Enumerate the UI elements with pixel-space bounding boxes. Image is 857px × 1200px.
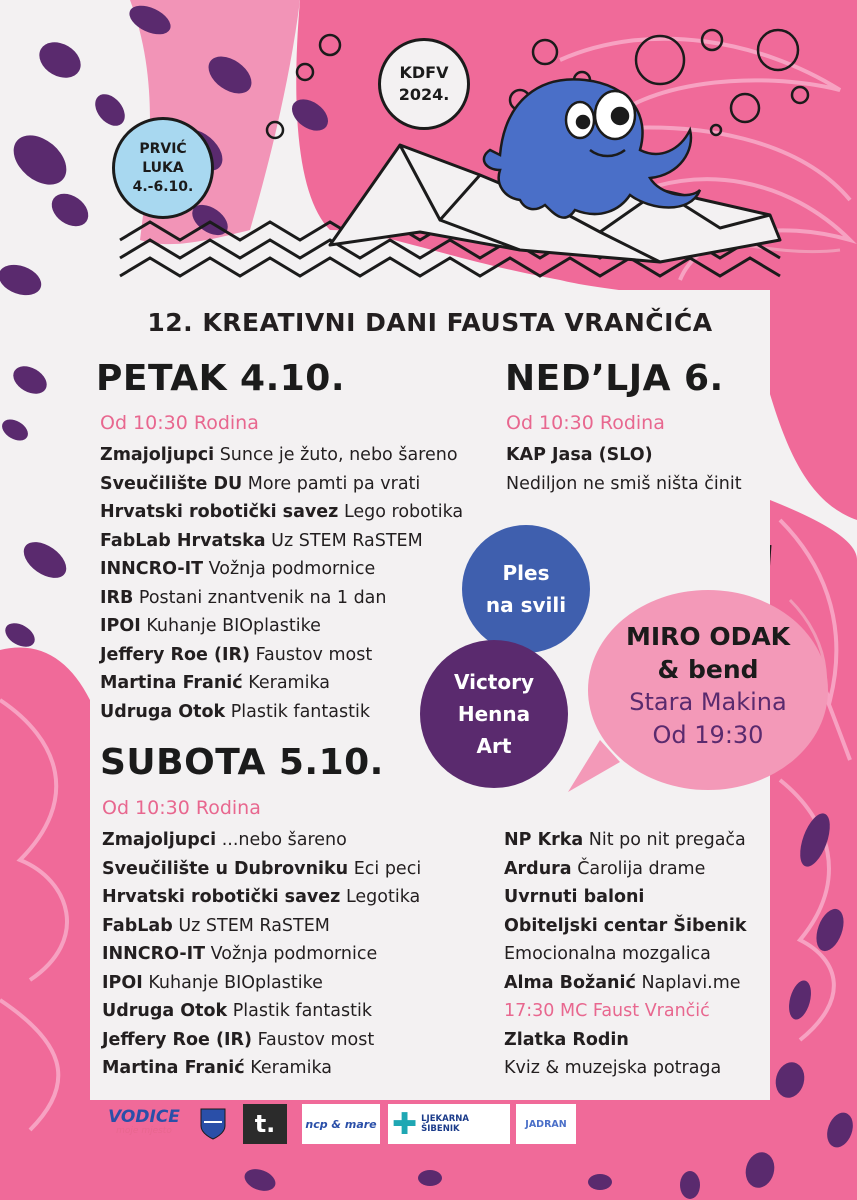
- logo-crest: [198, 1104, 228, 1144]
- henna-line3: Art: [476, 734, 512, 758]
- saturday-item-desc: Faustov most: [257, 1029, 375, 1050]
- saturday-item-name: Martina Franić: [102, 1058, 245, 1078]
- saturday-item-desc: Eci peci: [353, 858, 422, 879]
- year-badge-line2: 2024.: [398, 85, 450, 104]
- saturday-evening-time: 17:30 MC Faust Vrančić: [504, 1001, 710, 1021]
- concert-line1: MIRO ODAK: [625, 622, 791, 651]
- saturday-evening-desc: Kviz & muzejska potraga: [504, 1058, 722, 1078]
- friday-item: [100, 584, 463, 613]
- saturday-item-name: Hrvatski robotički savez: [102, 887, 341, 907]
- saturday-item-name: Zmajoljupci: [102, 830, 217, 850]
- friday-item-desc: Postani znantvenik na 1 dan: [138, 587, 387, 608]
- logo-vodice-text: VODICE: [108, 1107, 180, 1127]
- place-badge-line2: LUKA: [142, 159, 184, 176]
- saturday-item: [102, 969, 421, 998]
- friday-program-list: [100, 441, 463, 726]
- saturday-item-name: Jeffery Roe (IR): [102, 1029, 252, 1050]
- saturday-item-name: Sveučilište u Dubrovniku: [102, 858, 349, 879]
- logo-jadran-text: JADRAN: [525, 1118, 567, 1130]
- henna-line2: Henna: [457, 702, 531, 726]
- friday-item: [100, 498, 463, 527]
- friday-item-desc: Kuhanje BIOplastike: [146, 616, 321, 636]
- saturday-item-desc: Vožnja podmornice: [210, 944, 378, 964]
- saturday-item-name: INNCRO-IT: [102, 944, 206, 964]
- friday-item-desc: Plastik fantastik: [230, 701, 370, 722]
- saturday-item: [102, 940, 421, 969]
- saturday-right-item-1: Ardura Čarolija drame: [504, 858, 706, 879]
- place-badge: [112, 117, 214, 219]
- year-badge: [378, 38, 470, 130]
- friday-item-name: Zmajoljupci: [100, 445, 215, 465]
- friday-item-name: INNCRO-IT: [100, 559, 204, 579]
- friday-item-name: Udruga Otok: [100, 701, 226, 722]
- saturday-right-list: [504, 826, 746, 1083]
- saturday-right-item-3: Obiteljski centar Šibenik: [504, 915, 747, 936]
- logo-t-text: t.: [254, 1110, 276, 1138]
- cross-icon: ✚: [392, 1106, 418, 1142]
- logo-ljekarna-text: LJEKARNA ŠIBENIK: [421, 1114, 469, 1134]
- logo-jadran: [516, 1104, 576, 1144]
- friday-item: [100, 441, 463, 470]
- friday-item-desc: Sunce je žuto, nebo šareno: [219, 445, 458, 465]
- saturday-right-item-0: NP Krka Nit po nit pregača: [504, 830, 746, 850]
- henna-line1: Victory: [453, 670, 535, 694]
- crest-icon: [200, 1108, 226, 1140]
- friday-item: [100, 470, 463, 499]
- saturday-right-item-2: Uvrnuti baloni: [504, 887, 645, 907]
- ples-line1: Ples: [502, 561, 550, 585]
- friday-item: [100, 641, 463, 670]
- friday-item: [100, 527, 463, 556]
- saturday-right-extra: Emocionalna mozgalica: [504, 944, 711, 964]
- saturday-item-desc: Legotika: [345, 887, 421, 907]
- friday-time: Od 10:30 Rodina: [100, 412, 259, 434]
- saturday-item: [102, 855, 421, 884]
- saturday-item: [102, 826, 421, 855]
- saturday-heading: SUBOTA 5.10.: [100, 742, 384, 783]
- concert-line2: & bend: [657, 655, 759, 684]
- saturday-item-name: IPOI: [102, 972, 143, 993]
- saturday-item: [102, 912, 421, 941]
- saturday-time: Od 10:30 Rodina: [102, 797, 261, 819]
- year-badge-line1: KDFV: [399, 63, 449, 82]
- friday-item: [100, 555, 463, 584]
- ples-line2: na svili: [485, 593, 567, 617]
- saturday-item: [102, 1026, 421, 1055]
- friday-item-desc: Keramika: [248, 673, 331, 693]
- saturday-item-name: FabLab: [102, 915, 173, 936]
- logo-vodice-sub: moje mjesto: [116, 1126, 172, 1136]
- saturday-right-item-last: Alma Božanić Naplavi.me: [504, 972, 741, 993]
- concert-bubble-tail: [560, 740, 620, 800]
- event-title: 12. KREATIVNI DANI FAUSTA VRANČIĆA: [147, 308, 713, 337]
- friday-item-desc: Vožnja podmornice: [208, 559, 376, 579]
- saturday-item-desc: Uz STEM RaSTEM: [178, 915, 330, 936]
- friday-item: [100, 698, 463, 727]
- sunday-heading: NED’LJA 6.: [505, 358, 724, 399]
- saturday-item: [102, 883, 421, 912]
- saturday-item: [102, 1054, 421, 1083]
- friday-item-name: IRB: [100, 587, 134, 608]
- ples-bubble: [462, 525, 590, 653]
- logo-ncp-text: ncp & mare: [305, 1117, 377, 1131]
- place-badge-line3: 4.-6.10.: [132, 178, 194, 195]
- sunday-act-desc: Nediljon ne smiš ništa činit: [506, 473, 742, 494]
- saturday-item-desc: Kuhanje BIOplastike: [148, 972, 323, 993]
- sunday-time: Od 10:30 Rodina: [506, 412, 665, 434]
- concert-bubble: [588, 590, 828, 790]
- logo-ljekarna: [388, 1104, 510, 1144]
- henna-bubble: [420, 640, 568, 788]
- friday-item-name: Sveučilište DU: [100, 473, 243, 494]
- friday-item-desc: Lego robotika: [343, 502, 464, 522]
- friday-item-desc: Uz STEM RaSTEM: [271, 530, 423, 551]
- friday-item-name: Martina Franić: [100, 673, 243, 693]
- friday-item-name: FabLab Hrvatska: [100, 530, 266, 551]
- friday-item-name: IPOI: [100, 616, 141, 636]
- friday-heading: PETAK 4.10.: [96, 358, 346, 399]
- friday-item: [100, 669, 463, 698]
- friday-item-desc: More pamti pa vrati: [247, 473, 421, 494]
- saturday-item-desc: ...nebo šareno: [221, 830, 347, 850]
- logo-ncp: [302, 1104, 380, 1144]
- saturday-item: [102, 997, 421, 1026]
- sunday-act-name: KAP Jasa (SLO): [506, 445, 653, 465]
- saturday-program-list: [102, 826, 421, 1083]
- saturday-item-desc: Plastik fantastik: [232, 1001, 372, 1021]
- logo-vodice: [100, 1104, 188, 1144]
- saturday-item-desc: Keramika: [250, 1058, 333, 1078]
- sunday-program-list: [506, 441, 742, 498]
- friday-item: [100, 612, 463, 641]
- friday-item-name: Hrvatski robotički savez: [100, 502, 339, 522]
- concert-line3: Stara Makina: [629, 688, 787, 716]
- friday-item-desc: Faustov most: [255, 644, 373, 665]
- saturday-item-name: Udruga Otok: [102, 1001, 228, 1021]
- friday-item-name: Jeffery Roe (IR): [100, 644, 250, 665]
- logo-t: [243, 1104, 287, 1144]
- concert-line4: Od 19:30: [652, 721, 764, 749]
- saturday-evening-name: Zlatka Rodin: [504, 1029, 629, 1050]
- place-badge-line1: PRVIĆ: [139, 140, 187, 157]
